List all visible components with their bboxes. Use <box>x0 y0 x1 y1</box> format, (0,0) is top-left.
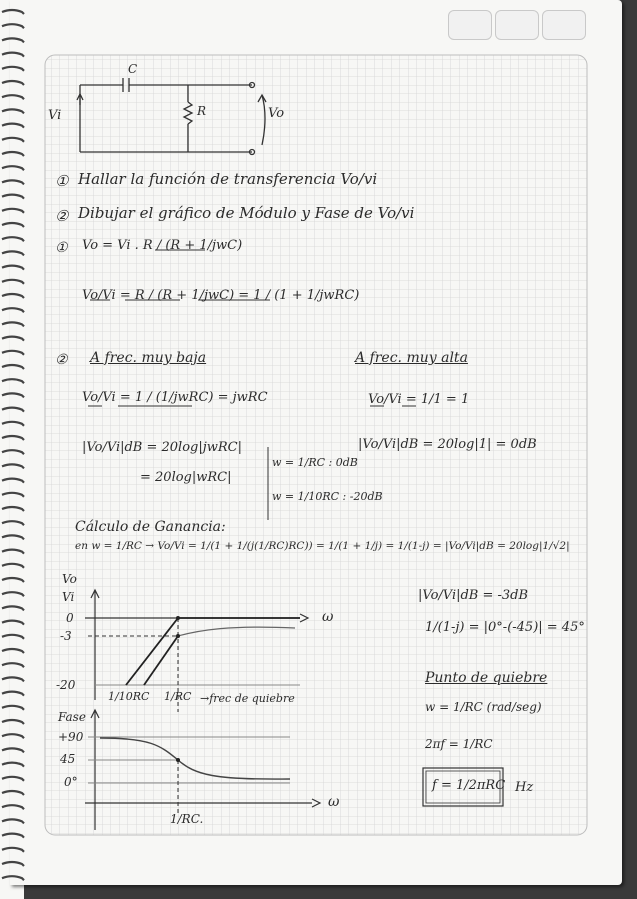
break-frequency-label: →frec de quiebre <box>200 692 295 705</box>
spiral-coil <box>2 237 24 241</box>
spiral-coil <box>2 53 24 57</box>
spiral-coil <box>2 422 24 426</box>
spiral-coil <box>2 24 24 28</box>
phase-x-tick: 1/RC. <box>170 812 204 826</box>
gain-title: Cálculo de Ganancia: <box>75 519 226 535</box>
capacitor-label: C <box>128 62 138 76</box>
spiral-coil <box>2 819 24 823</box>
low-freq-note-1: w = 1/RC : 0dB <box>272 456 358 469</box>
spiral-coils <box>2 10 24 880</box>
mag-x-axis-label: ω <box>322 609 334 625</box>
spiral-coil <box>2 592 24 596</box>
spiral-coil <box>2 606 24 610</box>
spiral-coil <box>2 209 24 213</box>
phase-x-axis-label: ω <box>328 794 340 810</box>
breakpoint-eq-3: f = 1/2πRC <box>432 778 506 793</box>
spiral-coil <box>2 550 24 554</box>
task-2-text: Dibujar el gráfico de Módulo y Fase de Vo/vi <box>78 204 415 222</box>
spiral-coil <box>2 578 24 582</box>
spiral-coil <box>2 848 24 852</box>
spiral-coil <box>2 805 24 809</box>
spiral-coil <box>2 124 24 128</box>
spiral-coil <box>2 763 24 767</box>
phase-y-tick-0: 0° <box>64 775 78 789</box>
gain-calculation: en w = 1/RC → Vo/Vi = 1/(1 + 1/(j(1/RC)RC)) = 1/(1 + 1/j) = 1/(1-j) = |Vo/Vi|dB = 20log|1/√2| <box>75 540 570 552</box>
solution-1-line-2: Vo/Vi = R / (R + 1/jwC) = 1 / (1 + 1/jwRC) <box>82 288 360 303</box>
spiral-coil <box>2 379 24 383</box>
spiral-coil <box>2 10 24 14</box>
spiral-coil <box>2 734 24 738</box>
task-1-number: ① <box>55 172 69 190</box>
phase-y-tick-90: +90 <box>58 730 84 744</box>
output-voltage-label: Vo <box>268 106 285 121</box>
mag-x-tick-2: 1/RC <box>164 690 192 703</box>
breakpoint-unit: Hz <box>515 780 534 795</box>
spiral-coil <box>2 223 24 227</box>
spiral-coil <box>2 862 24 866</box>
high-freq-title: A frec. muy alta <box>355 350 468 366</box>
spiral-coil <box>2 95 24 99</box>
high-freq-eq-2: |Vo/Vi|dB = 20log|1| = 0dB <box>358 437 537 452</box>
resistor-label: R <box>197 104 207 118</box>
spiral-coil <box>2 266 24 270</box>
spiral-coil <box>2 152 24 156</box>
spiral-coil <box>2 294 24 298</box>
spiral-coil <box>2 706 24 710</box>
spiral-coil <box>2 138 24 142</box>
part-2-number: ② <box>55 352 68 368</box>
spiral-coil <box>2 393 24 397</box>
mag-x-tick-1: 1/10RC <box>108 690 150 703</box>
gain-result: |Vo/Vi|dB = -3dB <box>418 588 529 603</box>
low-freq-note-2: w = 1/10RC : -20dB <box>272 490 383 503</box>
spiral-coil <box>2 81 24 85</box>
spiral-coil <box>2 521 24 525</box>
mag-y-tick-minus3: -3 <box>60 629 72 643</box>
breakpoint-eq-1: w = 1/RC (rad/seg) <box>425 700 542 714</box>
spiral-coil <box>2 777 24 781</box>
spiral-coil <box>2 507 24 511</box>
low-freq-eq-1: Vo/Vi = 1 / (1/jwRC) = jwRC <box>82 390 268 405</box>
breakpoint-eq-2: 2πf = 1/RC <box>425 737 493 751</box>
high-freq-eq-1: Vo/Vi = 1/1 = 1 <box>368 392 470 407</box>
spiral-coil <box>2 408 24 412</box>
low-freq-eq-3: = 20log|wRC| <box>140 470 232 485</box>
spiral-coil <box>2 791 24 795</box>
spiral-coil <box>2 109 24 113</box>
spiral-coil <box>2 280 24 284</box>
spiral-coil <box>2 692 24 696</box>
spiral-coil <box>2 720 24 724</box>
mag-y-label-num: Vo <box>62 572 77 586</box>
task-1-text: Hallar la función de transferencia Vo/vi <box>78 170 378 188</box>
spiral-coil <box>2 748 24 752</box>
task-2-number: ② <box>55 207 69 225</box>
breakpoint-title: Punto de quiebre <box>425 670 548 686</box>
spiral-coil <box>2 251 24 255</box>
spiral-coil <box>2 195 24 199</box>
spiral-coil <box>2 365 24 369</box>
input-voltage-label: Vi <box>48 108 62 123</box>
spiral-coil <box>2 876 24 880</box>
spiral-coil <box>2 166 24 170</box>
mag-y-tick-0: 0 <box>66 611 74 625</box>
spiral-coil <box>2 322 24 326</box>
spiral-coil <box>2 621 24 625</box>
spiral-coil <box>2 351 24 355</box>
mag-y-label-den: Vi <box>62 590 75 604</box>
phase-y-label: Fase <box>58 710 86 724</box>
phase-result: 1/(1-j) = |0°-(-45)| = 45° <box>425 620 585 635</box>
mag-y-tick-minus20: -20 <box>56 678 76 692</box>
spiral-coil <box>2 67 24 71</box>
phase-y-tick-45: 45 <box>60 752 76 766</box>
spiral-coil <box>2 308 24 312</box>
low-freq-eq-2: |Vo/Vi|dB = 20log|jwRC| <box>82 440 243 455</box>
solution-1-number: ① <box>55 240 68 256</box>
spiral-coil <box>2 493 24 497</box>
spiral-coil <box>2 38 24 42</box>
spiral-coil <box>2 677 24 681</box>
spiral-coil <box>2 663 24 667</box>
spiral-coil <box>2 436 24 440</box>
spiral-coil <box>2 464 24 468</box>
spiral-coil <box>2 564 24 568</box>
spiral-coil <box>2 535 24 539</box>
spiral-coil <box>2 337 24 341</box>
solution-1-line-1: Vo = Vi . R / (R + 1/jwC) <box>82 238 243 253</box>
spiral-coil <box>2 450 24 454</box>
spiral-coil <box>2 649 24 653</box>
spiral-coil <box>2 635 24 639</box>
spiral-coil <box>2 180 24 184</box>
spiral-coil <box>2 834 24 838</box>
spiral-coil <box>2 479 24 483</box>
low-freq-title: A frec. muy baja <box>90 350 207 366</box>
